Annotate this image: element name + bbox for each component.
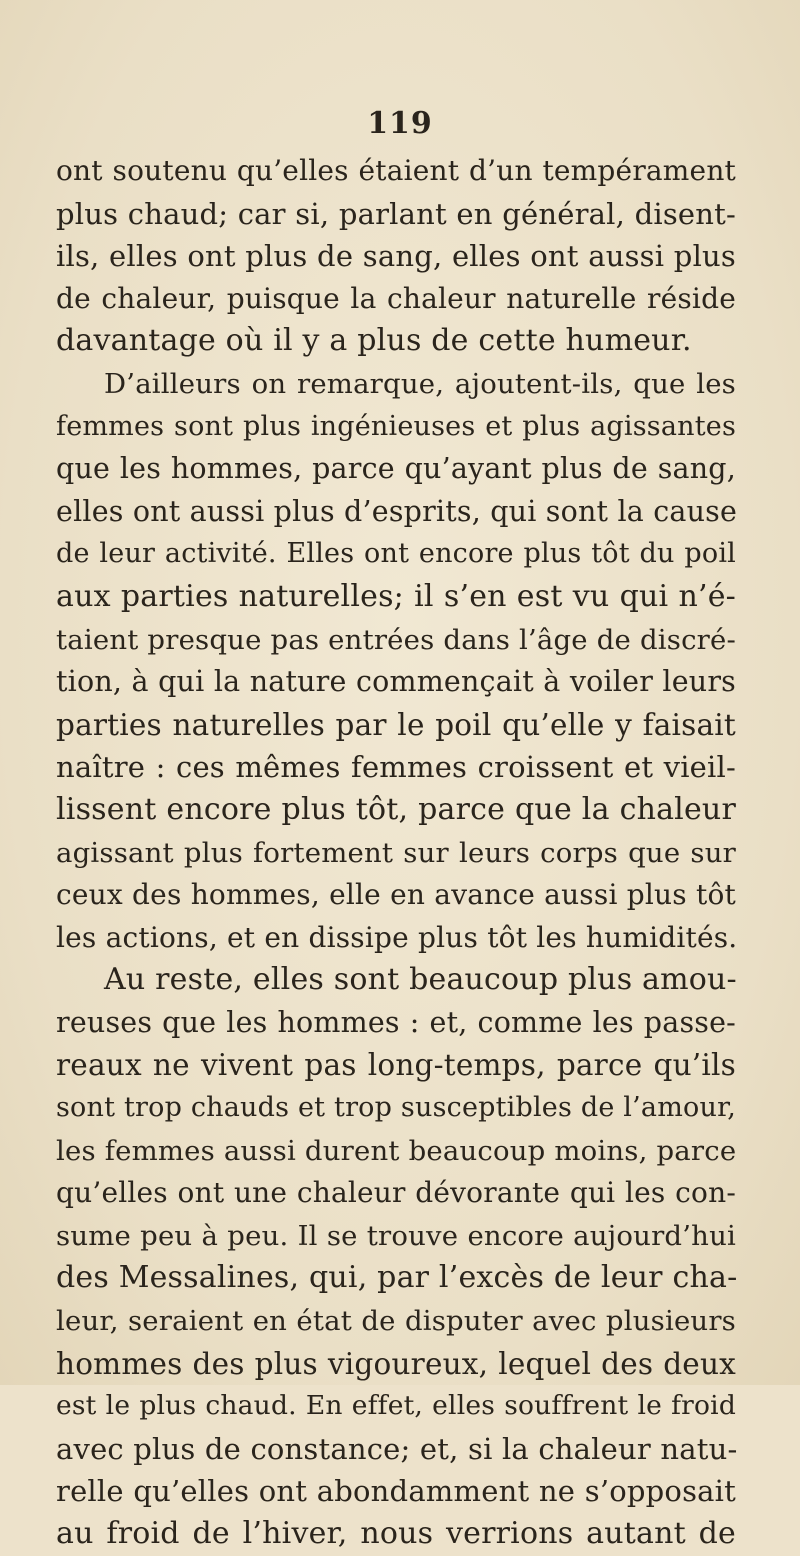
text-line: sont trop chauds et trop susceptibles de l’amour, xyxy=(56,1092,736,1124)
text-line: des Messalines, qui, par l’excès de leur cha- xyxy=(56,1260,738,1296)
text-line: plus chaud; car si, parlant en général, disent- xyxy=(56,196,736,231)
text-line: naître : ces mêmes femmes croissent et vieil- xyxy=(56,750,736,785)
text-line: parties naturelles par le poil qu’elle y faisait xyxy=(56,707,736,742)
text-line: ceux des hommes, elle en avance aussi plus tôt xyxy=(56,878,736,912)
text-line: agissant plus fortement sur leurs corps que sur xyxy=(56,836,736,869)
text-line: reaux ne vivent pas long-temps, parce qu’ils xyxy=(56,1048,736,1083)
text-line: D’ailleurs on remarque, ajoutent-ils, que les xyxy=(104,367,736,400)
text-line: Au reste, elles sont beaucoup plus amou- xyxy=(104,962,737,998)
text-line: relle qu’elles ont abondamment ne s’opposait xyxy=(56,1474,736,1509)
text-line: aux parties naturelles; il s’en est vu qui n’é- xyxy=(56,578,736,614)
text-line: davantage où il y a plus de cette humeur. xyxy=(56,323,692,359)
text-line: ont soutenu qu’elles étaient d’un tempérament xyxy=(56,154,736,187)
text-line: taient presque pas entrées dans l’âge de discré- xyxy=(56,623,736,656)
text-line: hommes des plus vigoureux, lequel des deux xyxy=(56,1346,736,1381)
text-line: les actions, et en dissipe plus tôt les humidités. xyxy=(56,920,738,954)
text-line: les femmes aussi durent beaucoup moins, parce xyxy=(56,1134,737,1167)
text-line: tion, à qui la nature commençait à voiler leurs xyxy=(56,665,736,699)
page-number: 119 xyxy=(367,106,433,141)
text-line: ils, elles ont plus de sang, elles ont aussi plus xyxy=(56,239,736,274)
text-line: sume peu à peu. Il se trouve encore aujourd’hui xyxy=(56,1219,736,1252)
text-line: qu’elles ont une chaleur dévorante qui les con- xyxy=(56,1176,736,1210)
text-line: est le plus chaud. En effet, elles souffrent le froid xyxy=(56,1390,736,1422)
text-line: que les hommes, parce qu’ayant plus de sang, xyxy=(56,452,736,486)
text-line: reuses que les hommes : et, comme les passe- xyxy=(56,1005,736,1039)
text-line: au froid de l’hiver, nous verrions autant de xyxy=(56,1516,736,1551)
body-text xyxy=(56,150,736,1556)
text-line: leur, seraient en état de disputer avec plusieurs xyxy=(56,1305,736,1338)
text-line: femmes sont plus ingénieuses et plus agissantes xyxy=(56,410,736,442)
text-line: de leur activité. Elles ont encore plus tôt du poil xyxy=(56,538,736,570)
text-line: avec plus de constance; et, si la chaleur natu- xyxy=(56,1431,738,1466)
text-line: de chaleur, puisque la chaleur naturelle réside xyxy=(56,281,736,315)
text-line: elles ont aussi plus d’esprits, qui sont la cause xyxy=(56,494,738,528)
text-line: lissent encore plus tôt, parce que la chaleur xyxy=(56,791,736,827)
